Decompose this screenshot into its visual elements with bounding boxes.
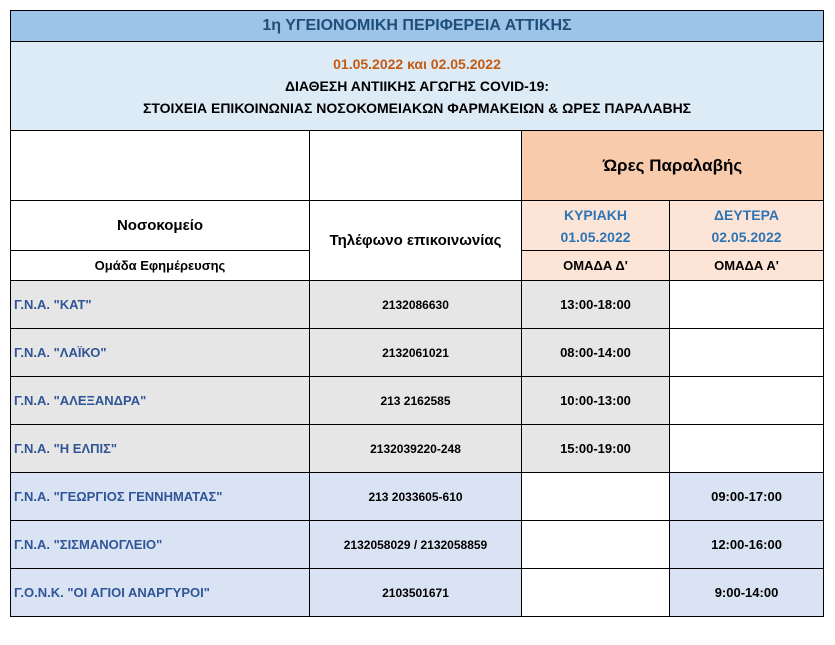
- hospital-name: Γ.Ν.Α. "ΛΑΪΚΟ": [11, 329, 310, 377]
- hospital-name: Γ.Ν.Α. "ΚΑΤ": [11, 281, 310, 329]
- pharmacy-table: [10, 10, 824, 617]
- day1-name: ΚΥΡΙΑΚΗ: [563, 206, 627, 223]
- phone-number: 2132058029 / 2132058859: [310, 521, 522, 569]
- day1-header: [522, 201, 670, 251]
- day1-hours: 08:00-14:00: [522, 329, 670, 377]
- day2-date: 02.05.2022: [711, 228, 782, 245]
- day1-hours: 15:00-19:00: [522, 425, 670, 473]
- hospital-name: Γ.Ο.Ν.Κ. "ΟΙ ΑΓΙΟΙ ΑΝΑΡΓΥΡΟΙ": [11, 569, 310, 617]
- day1-hours: [522, 521, 670, 569]
- blank-header-cell: [310, 131, 522, 201]
- phone-number: 2103501671: [310, 569, 522, 617]
- phone-number: 2132086630: [310, 281, 522, 329]
- subtitle-line-2: ΣΤΟΙΧΕΙΑ ΕΠΙΚΟΙΝΩΝΙΑΣ ΝΟΣΟΚΟΜΕΙΑΚΩΝ ΦΑΡΜΑΚΕΙΩΝ & ΩΡΕΣ ΠΑΡΑΛΑΒΗΣ: [142, 100, 692, 116]
- day2-hours: 09:00-17:00: [670, 473, 824, 521]
- day2-hours: [670, 377, 824, 425]
- table-row: [11, 281, 824, 329]
- day2-hours: [670, 329, 824, 377]
- hospital-name: Γ.Ν.Α. "Η ΕΛΠΙΣ": [11, 425, 310, 473]
- phone-number: 2132061021: [310, 329, 522, 377]
- day2-name: ΔΕΥΤΕΡΑ: [713, 206, 780, 223]
- day2-hours: 12:00-16:00: [670, 521, 824, 569]
- phone-number: 213 2033605-610: [310, 473, 522, 521]
- subtitle-line-1: ΔΙΑΘΕΣΗ ΑΝΤΙΙΚΗΣ ΑΓΩΓΗΣ COVID-19:: [284, 78, 550, 94]
- table-subtitle: [11, 42, 824, 131]
- day1-hours: 13:00-18:00: [522, 281, 670, 329]
- table-row: [11, 377, 824, 425]
- subtitle-dates: 01.05.2022 και 02.05.2022: [333, 56, 501, 72]
- table-row: [11, 425, 824, 473]
- group-label: Ομάδα Εφημέρευσης: [11, 251, 310, 281]
- hospital-name: Γ.Ν.Α. "ΓΕΩΡΓΙΟΣ ΓΕΝΝΗΜΑΤΑΣ": [11, 473, 310, 521]
- table-row: [11, 521, 824, 569]
- day1-group: ΟΜΑΔΑ Δ': [522, 251, 670, 281]
- day2-group: ΟΜΑΔΑ Α': [670, 251, 824, 281]
- table-title: 1η ΥΓΕΙΟΝΟΜΙΚΗ ΠΕΡΙΦΕΡΕΙΑ ΑΤΤΙΚΗΣ: [11, 11, 824, 42]
- table-row: [11, 329, 824, 377]
- phone-column-header: Τηλέφωνο επικοινωνίας: [310, 201, 522, 281]
- day1-hours: [522, 473, 670, 521]
- day1-hours: [522, 569, 670, 617]
- day2-header: [670, 201, 824, 251]
- blank-header-cell: [11, 131, 310, 201]
- phone-number: 213 2162585: [310, 377, 522, 425]
- day1-date: 01.05.2022: [560, 228, 631, 245]
- spreadsheet: [10, 10, 823, 617]
- table-row: [11, 569, 824, 617]
- hours-header: Ώρες Παραλαβής: [522, 131, 824, 201]
- day2-hours: [670, 425, 824, 473]
- day2-hours: [670, 281, 824, 329]
- hospital-name: Γ.Ν.Α. "ΣΙΣΜΑΝΟΓΛΕΙΟ": [11, 521, 310, 569]
- phone-number: 2132039220-248: [310, 425, 522, 473]
- hospital-column-header: Νοσοκομείο: [11, 201, 310, 251]
- table-row: [11, 473, 824, 521]
- day2-hours: 9:00-14:00: [670, 569, 824, 617]
- hospital-name: Γ.Ν.Α. "ΑΛΕΞΑΝΔΡΑ": [11, 377, 310, 425]
- day1-hours: 10:00-13:00: [522, 377, 670, 425]
